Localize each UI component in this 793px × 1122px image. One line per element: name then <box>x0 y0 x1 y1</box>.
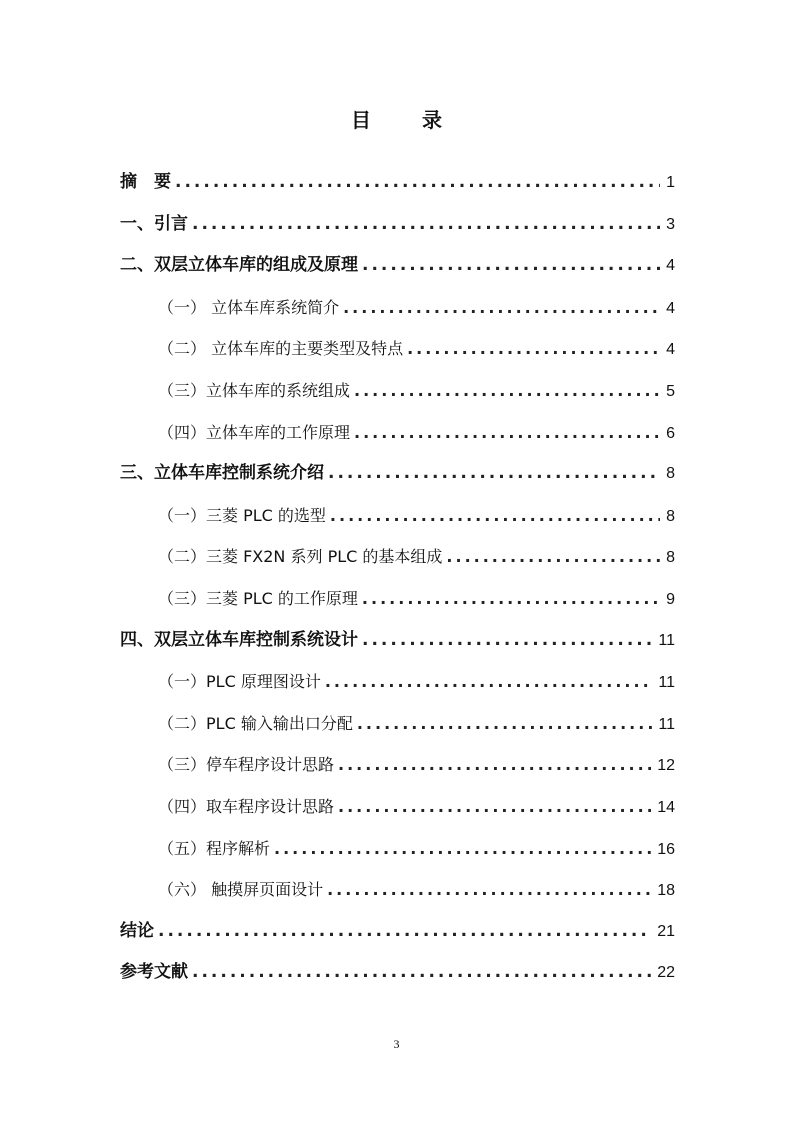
toc-dot-leader <box>362 245 660 287</box>
toc-entry-label: （四）取车程序设计思路 <box>158 796 335 816</box>
toc-dot-leader <box>158 911 651 953</box>
toc-entry[interactable] <box>120 245 675 287</box>
toc-entry[interactable] <box>120 952 675 994</box>
toc-dot-leader <box>362 578 660 620</box>
toc-entry-page: 8 <box>666 507 675 525</box>
toc-entry-page: 21 <box>657 922 675 940</box>
toc-entry-page: 18 <box>657 882 675 900</box>
toc-dot-leader <box>330 495 660 537</box>
toc-entry-page: 11 <box>658 715 675 733</box>
toc-entry[interactable] <box>120 620 675 662</box>
toc-dot-leader <box>192 204 660 246</box>
toc-entry[interactable] <box>120 453 675 495</box>
toc-entry[interactable] <box>120 911 675 953</box>
toc-entry[interactable] <box>120 162 675 204</box>
toc-entry-page: 16 <box>657 840 675 858</box>
toc-entry[interactable] <box>120 495 675 537</box>
toc-entry-label: （二） 立体车库的主要类型及特点 <box>158 339 404 359</box>
toc-dot-leader <box>325 661 653 703</box>
toc-entry-label: 参考文献 <box>120 962 188 983</box>
toc-dot-leader <box>362 620 652 662</box>
toc-dot-leader <box>354 412 660 454</box>
toc-entry[interactable] <box>120 703 675 745</box>
toc-entry-label: （三）立体车库的系统组成 <box>158 380 351 400</box>
toc-entry-label: 结论 <box>120 920 154 941</box>
toc-entry[interactable] <box>120 578 675 620</box>
toc-entry[interactable] <box>120 287 675 329</box>
toc-entry-page: 11 <box>658 631 675 649</box>
toc-entry[interactable] <box>120 869 675 911</box>
toc-entry-label: （六） 触摸屏页面设计 <box>158 880 324 900</box>
toc-entry-page: 4 <box>666 341 675 359</box>
toc-entry-page: 12 <box>657 757 675 775</box>
toc-entry-label: （一）三菱 PLC 的选型 <box>158 505 326 525</box>
toc-entry-page: 8 <box>666 549 675 567</box>
toc-entry-label: 一、引言 <box>120 213 188 234</box>
toc-dot-leader <box>175 162 660 204</box>
toc-title: 目 录 <box>351 108 464 132</box>
toc-entry-label: （一） 立体车库系统简介 <box>158 297 340 317</box>
toc-entry-label: （三）停车程序设计思路 <box>158 755 335 775</box>
toc-dot-leader <box>328 453 660 495</box>
toc-entry[interactable] <box>120 370 675 412</box>
toc-entry[interactable] <box>120 744 675 786</box>
toc-dot-leader <box>192 952 651 994</box>
toc-entry-label: （五）程序解析 <box>158 838 271 858</box>
toc-dot-leader <box>338 786 651 828</box>
toc-entry-page: 22 <box>657 964 675 982</box>
toc-entry-page: 11 <box>658 674 675 692</box>
toc-dot-leader <box>354 370 660 412</box>
toc-entry-page: 4 <box>666 257 675 275</box>
toc-entry-label: （一）PLC 原理图设计 <box>158 672 321 692</box>
toc-entry-label: （四）立体车库的工作原理 <box>158 422 351 442</box>
toc-entry[interactable] <box>120 204 675 246</box>
toc-entry-page: 6 <box>666 424 675 442</box>
toc-entry[interactable] <box>120 828 675 870</box>
toc-entry[interactable] <box>120 786 675 828</box>
toc-dot-leader <box>327 869 651 911</box>
toc-entry-page: 3 <box>666 215 675 233</box>
toc-entry-label: 三、立体车库控制系统介绍 <box>120 463 324 484</box>
toc-entry-page: 5 <box>666 382 675 400</box>
toc-dot-leader <box>446 536 660 578</box>
toc-entry-page: 9 <box>666 590 675 608</box>
toc-entry-label: （三）三菱 PLC 的工作原理 <box>158 588 358 608</box>
toc-dot-leader <box>357 703 653 745</box>
toc-dot-leader <box>407 328 660 370</box>
toc-entry-label: （二）PLC 输入输出口分配 <box>158 713 353 733</box>
toc-entry-label: 摘 要 <box>120 172 171 192</box>
toc-entry-page: 8 <box>666 465 675 483</box>
toc-entry[interactable] <box>120 661 675 703</box>
toc-entry-label: （二）三菱 FX2N 系列 PLC 的基本组成 <box>158 547 443 567</box>
toc-entry-page: 1 <box>666 174 675 191</box>
table-of-contents <box>120 162 675 994</box>
toc-dot-leader <box>274 828 651 870</box>
toc-entry-page: 4 <box>666 299 675 317</box>
toc-entry-label: 四、双层立体车库控制系统设计 <box>120 629 358 650</box>
toc-entry[interactable] <box>120 412 675 454</box>
toc-entry-page: 14 <box>657 798 675 816</box>
toc-dot-leader <box>338 744 651 786</box>
page-number: 3 <box>393 1037 400 1051</box>
toc-entry-label: 二、双层立体车库的组成及原理 <box>120 255 358 276</box>
toc-entry[interactable] <box>120 536 675 578</box>
toc-dot-leader <box>343 287 660 329</box>
toc-entry[interactable] <box>120 328 675 370</box>
